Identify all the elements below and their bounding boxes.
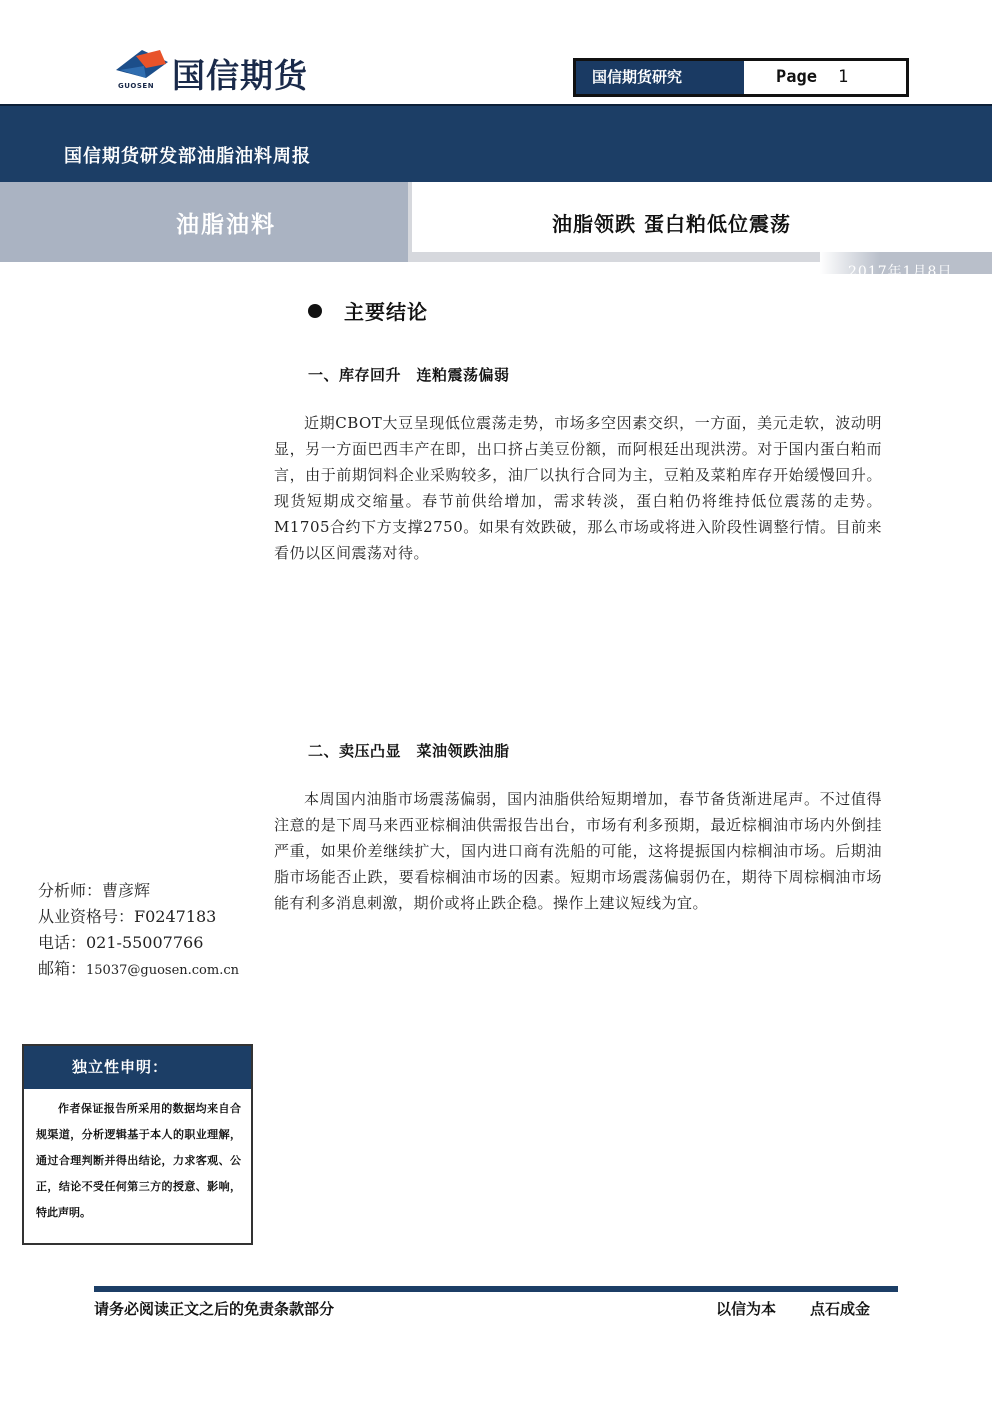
headline: 油脂领跌 蛋白粕低位震荡: [552, 212, 791, 236]
research-label: 国信期货研究: [576, 61, 744, 94]
section-heading-2: 二、卖压凸显 菜油领跌油脂: [308, 742, 510, 760]
sector-label: 油脂油料: [176, 212, 276, 238]
analyst-license: 从业资格号：F0247183: [38, 907, 217, 926]
research-page-box: [573, 58, 909, 97]
independence-text: 作者保证报告所采用的数据均来自合规渠道，分析逻辑基于本人的职业理解，通过合理判断并得出结论，力求客观、公正，结论不受任何第三方的授意、影响，特此声明。: [36, 1102, 241, 1219]
company-logo: [116, 48, 356, 98]
analyst-name: 分析师：曹彦辉: [38, 881, 151, 900]
section-paragraph-1: 近期CBOT大豆呈现低位震荡走势，市场多空因素交织，一方面，美元走软，波动明显，另一方面巴西丰产在即，出口挤占美豆份额，而阿根廷出现洪涝。对于国内蛋白粕而言，由于前期饲料企业采购较多，油厂以执行合同为主，豆粕及菜粕库存开始缓慢回升。现货短期成交缩量。春节前供给增加，需求转淡，蛋白粕仍将维持低位震荡的走势。M1705合约下方支撑2750。如果有效跌破，那么市场或将进入阶段性调整行情。目前来看仍以区间震荡对待。: [274, 414, 882, 562]
email-label: 邮箱：: [38, 959, 87, 978]
page-number: 1: [838, 67, 849, 87]
footer-disclaimer: 请务必阅读正文之后的免责条款部分: [94, 1300, 335, 1318]
report-title: 国信期货研发部油脂油料周报: [64, 146, 311, 167]
bullet-icon: [308, 304, 322, 318]
independence-title: 独立性申明：: [24, 1046, 251, 1089]
headline-box: [412, 182, 992, 252]
guosen-logo-icon: [116, 48, 168, 84]
independence-statement: [22, 1044, 253, 1245]
brand-sub: GUOSEN: [118, 82, 155, 90]
date-strip: [820, 252, 992, 280]
report-banner: [0, 104, 992, 182]
page-label: Page: [776, 67, 817, 87]
slogan-2: 点石成金: [810, 1300, 871, 1318]
analyst-phone: 电话：021-55007766: [38, 933, 204, 952]
section-paragraph-2: 本周国内油脂市场震荡偏弱，国内油脂供给短期增加，春节备货渐进尾声。不过值得注意的是下周马来西亚棕榈油供需报告出台，市场有利多预期，最近棕榈油市场内外倒挂严重，如果价差继续扩大，国内进口商有洗船的可能，这将提振国内棕榈油市场。后期油脂市场能否止跌，要看棕榈油市场的因素。短期市场震荡偏弱仍在，期待下周棕榈油市场能有利多消息刺激，期价或将止跌企稳。操作上建议短线为宜。: [274, 790, 882, 912]
report-date: 2017年1月8日: [848, 264, 953, 280]
section-heading-1: 一、库存回升 连粕震荡偏弱: [308, 366, 510, 384]
footer-divider: [94, 1286, 898, 1292]
footer-slogan: [716, 1298, 870, 1319]
analyst-info: [38, 878, 239, 984]
slogan-1: 以信为本: [716, 1300, 777, 1318]
sector-box: [0, 182, 408, 262]
analyst-email: 15037@guosen.com.cn: [86, 963, 239, 978]
brand-name: 国信期货: [172, 56, 308, 95]
main-heading: 主要结论: [344, 300, 428, 324]
analyst-email-row: [38, 956, 239, 984]
